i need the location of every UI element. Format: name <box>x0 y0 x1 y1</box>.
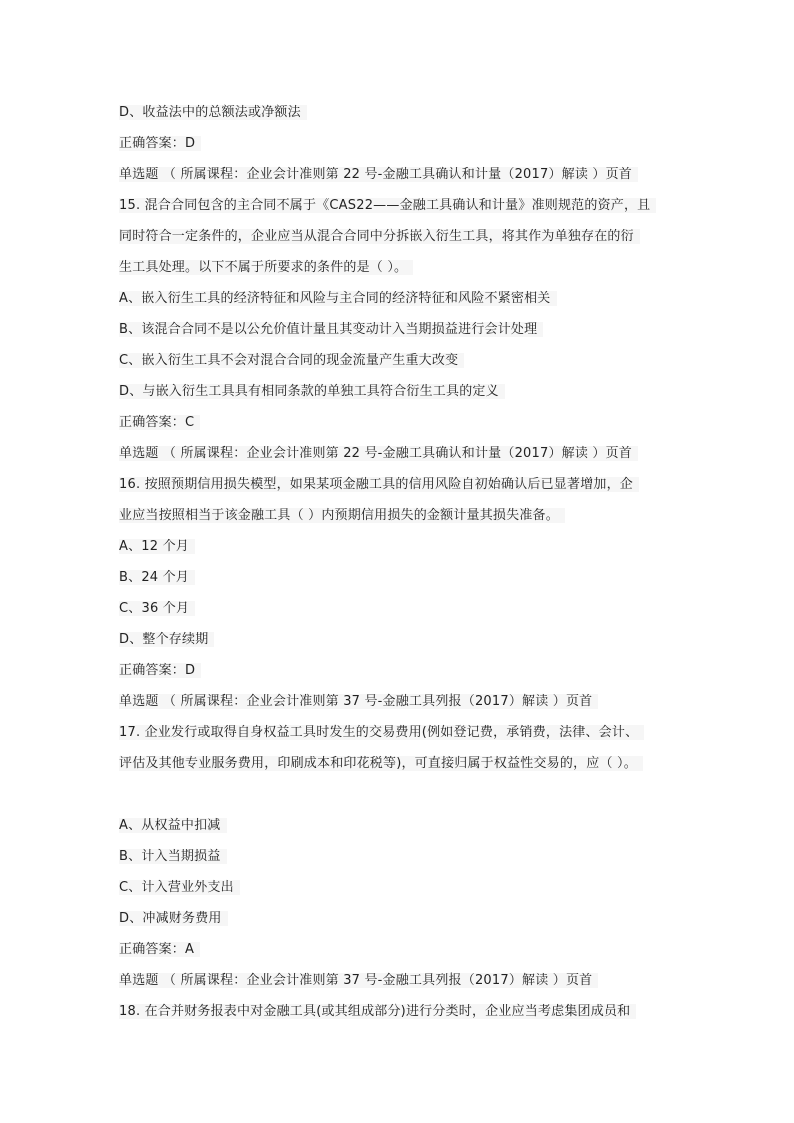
question-text: 15. 混合合同包含的主合同不属于《CAS22——金融工具确认和计量》准则规范的资产，且 <box>119 190 689 221</box>
option-line: D、收益法中的总额法或净额法 <box>119 97 689 128</box>
document-body <box>119 97 689 1027</box>
option-line: A、嵌入衍生工具的经济特征和风险与主合同的经济特征和风险不紧密相关 <box>119 283 689 314</box>
answer-line: 正确答案：D <box>119 128 689 159</box>
option-line: A、从权益中扣减 <box>119 810 689 841</box>
question-text: 评估及其他专业服务费用，印刷成本和印花税等)，可直接归属于权益性交易的，应（ ）。 <box>119 748 689 779</box>
answer-line: 正确答案：C <box>119 407 689 438</box>
question-text: 17. 企业发行或取得自身权益工具时发生的交易费用(例如登记费，承销费，法律、会计、 <box>119 717 689 748</box>
question-text: 生工具处理。以下不属于所要求的条件的是（ ）。 <box>119 252 689 283</box>
answer-line: 正确答案：D <box>119 655 689 686</box>
option-line: B、计入当期损益 <box>119 841 689 872</box>
question-text: 同时符合一定条件的，企业应当从混合合同中分拆嵌入衍生工具，将其作为单独存在的衍 <box>119 221 689 252</box>
answer-line: 正确答案：A <box>119 934 689 965</box>
option-line: D、与嵌入衍生工具具有相同条款的单独工具符合衍生工具的定义 <box>119 376 689 407</box>
question-header: 单选题 （ 所属课程：企业会计准则第 37 号-金融工具列报（2017）解读 ）页首 <box>119 686 689 717</box>
option-line: B、24 个月 <box>119 562 689 593</box>
question-text: 业应当按照相当于该金融工具（ ）内预期信用损失的金额计量其损失准备。 <box>119 500 689 531</box>
question-header: 单选题 （ 所属课程：企业会计准则第 22 号-金融工具确认和计量（2017）解读 ）页首 <box>119 438 689 469</box>
question-header: 单选题 （ 所属课程：企业会计准则第 37 号-金融工具列报（2017）解读 ）页首 <box>119 965 689 996</box>
option-line: B、该混合合同不是以公允价值计量且其变动计入当期损益进行会计处理 <box>119 314 689 345</box>
option-line: D、整个存续期 <box>119 624 689 655</box>
question-text: 16. 按照预期信用损失模型，如果某项金融工具的信用风险自初始确认后已显著增加，企 <box>119 469 689 500</box>
option-line: A、12 个月 <box>119 531 689 562</box>
option-line: C、36 个月 <box>119 593 689 624</box>
option-line: D、冲减财务费用 <box>119 903 689 934</box>
blank-line <box>119 779 689 810</box>
question-header: 单选题 （ 所属课程：企业会计准则第 22 号-金融工具确认和计量（2017）解读 ）页首 <box>119 159 689 190</box>
question-text: 18. 在合并财务报表中对金融工具(或其组成部分)进行分类时，企业应当考虑集团成员和 <box>119 996 689 1027</box>
option-line: C、嵌入衍生工具不会对混合合同的现金流量产生重大改变 <box>119 345 689 376</box>
option-line: C、计入营业外支出 <box>119 872 689 903</box>
